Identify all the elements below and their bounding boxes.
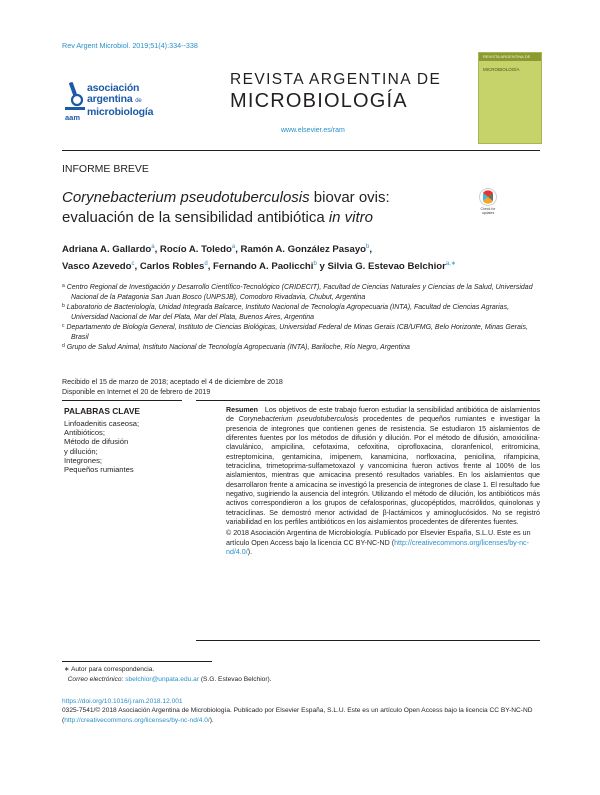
affiliation-item — [62, 302, 540, 322]
society-line3: microbiología — [87, 106, 154, 118]
author-affil-sup: a — [151, 244, 155, 250]
affiliation-text: Departamento de Biología General, Instituto de Ciencias Biológicas, Universidad Federal de Minas Gerais ICB/UFMG, Belo Horizonte, Minas Gerais, Brasil — [66, 324, 528, 341]
license-text: © 2018 Asociación Argentina de Microbiología. Publicado por Elsevier España, S.L.U. Este es un artículo Open Access bajo la licencia CC BY-NC-ND ( — [226, 529, 531, 547]
affiliation-item — [62, 282, 540, 302]
title-line2: evaluación de la sensibilidad antibiótica — [62, 209, 329, 226]
author-separator: , — [154, 244, 160, 255]
license-close: ). — [247, 548, 253, 557]
article-dates — [62, 378, 283, 397]
abstract-part1: Los objetivos de este trabajo fueron estudiar la sensibilidad antibiótica de aislamientos de — [226, 406, 540, 424]
author-name: Rocío A. Toledo — [159, 244, 232, 255]
affiliation-sup: c — [62, 323, 65, 329]
author-separator: , — [134, 261, 140, 272]
abstract-box — [196, 400, 540, 558]
society-de: de — [135, 98, 142, 104]
received-date: Recibido el 15 de marzo de 2018; aceptado el 4 de diciembre de 2018 — [62, 378, 283, 386]
abstract-part2: procedentes de pequeños rumiantes e investigar la presencia de integrones que contienen genes de resistencia. Se estudiaron 15 aislamientos de diferentes fuentes por los métodos de difusión y dilución. Por el método de difusión, amoxicilina-clavulánico, ampicilina, cefotaxima, cefoxitina, ciprofloxacina, cloranfenicol, eritromicina, estreptomicina, gentamicina, imipenem, kanamicina, norfloxacina, penicilina, rifampicina, tetraciclina, trimetoprima-sulfametoxazol y vancomicina fueron activos frente al 100% de los aislamientos, mientras que amicacina presentó resultados variables. En los aislamientos que desarrollaron frente a amicacina se investigó la presencia de integrones de clase 1. El resultado fue negativo, sugiriendo la ausencia del integrón. Utilizando el método de dilución, los antibióticos más activos correspondieron a los grupos de cefalosporinas, glucopéptidos, macrólidos, quinolonas y tetraciclinas. Se demostró menor actividad de β-lactámicos y aminoglucósidos. No se registró variabilidad en los perfiles antibióticos en los aislamientos procedentes de diferentes fuentes. — [226, 415, 540, 527]
corresponding-author: ∗ Autor para correspondencia. — [64, 666, 155, 673]
keywords-rule — [62, 400, 182, 401]
author-name: Silvia G. Estevao Belchior — [327, 261, 446, 272]
society-line2: argentina — [87, 93, 133, 105]
crossmark-label: Check for updates — [480, 207, 496, 215]
license-link[interactable]: http://creativecommons.org/licenses/by-nc-nd/4.0/ — [226, 538, 529, 557]
title-invitro: in vitro — [328, 209, 374, 226]
email-name: (S.G. Estevao Belchior). — [199, 675, 272, 683]
author-list — [62, 240, 542, 274]
author-name: Vasco Azevedo — [62, 261, 132, 272]
affiliation-sup: d — [62, 343, 65, 349]
keywords-list — [62, 419, 182, 474]
keyword-item: Método de difusión — [64, 437, 129, 447]
cover-title: REVISTA ARGENTINA DE — [483, 54, 531, 59]
bottom-info — [62, 697, 542, 725]
online-date: Disponible en Internet el 20 de febrero de 2019 — [62, 387, 211, 396]
keyword-item: Integrones; — [64, 455, 102, 465]
author-separator: , — [235, 244, 241, 255]
abstract-text — [196, 406, 540, 527]
author-affil-sup: b — [366, 244, 370, 250]
author-name: Fernando A. Paolicchi — [213, 261, 314, 272]
header-divider — [62, 150, 540, 151]
issn-text: 0325-7541/© 2018 Asociación Argentina de Microbiología. Publicado por Elsevier España, S.L.U. Este es un artículo Open Access bajo la licencia CC BY-NC-ND ( — [62, 707, 533, 724]
issn-line — [62, 706, 542, 725]
author-affil-sup: c — [131, 261, 135, 267]
microscope-icon — [62, 80, 88, 114]
affiliation-text: Grupo de Salud Animal, Instituto Nacional de Tecnología Agropecuaria (INTA), Bariloche, Río Negro, Argentina — [66, 344, 410, 351]
affiliation-text: Centro Regional de Investigación y Desarrollo Científico-Tecnológico (CRIDECIT), Facultad de Ciencias Naturales y Ciencias de la Salud, Universidad Nacional de la Patagonia San Juan Bosco (UNPSJB), Comodoro Rivadavia, Chubut, Argentina — [66, 284, 533, 301]
citation-ref: 2019;51(4):334--338 — [132, 41, 198, 50]
keyword-item: y dilución; — [64, 446, 98, 456]
society-abbr: aam — [65, 113, 81, 122]
title-rest: biovar ovis: — [309, 189, 390, 206]
abstract-license — [196, 529, 540, 557]
author-name: Ramón A. González Pasayo — [240, 244, 367, 255]
affiliation-sup: a — [62, 283, 65, 289]
affiliation-text: Laboratorio de Bacteriología, Unidad Integrada Balcarce, Instituto Nacional de Tecnología Agropecuaria (INTA), Facultad de Ciencias Agrarias, Universidad Nacional de Mar del Plata, Mar del Plata, Buenos Aires, Argentina — [66, 304, 510, 321]
email-link[interactable]: sbelchior@unpata.edu.ar — [125, 675, 199, 683]
keyword-item: Linfoadenitis caseosa; — [64, 419, 140, 428]
affiliation-item — [62, 322, 540, 342]
author-affil-sup: a,∗ — [445, 261, 456, 267]
society-logo — [62, 80, 172, 125]
keyword-item: Pequeños rumiantes — [64, 465, 134, 475]
affiliation-item — [62, 342, 540, 353]
author-name: Adriana A. Gallardo — [62, 244, 152, 255]
title-species: Corynebacterium pseudotuberculosis — [62, 189, 310, 206]
abstract-rule — [196, 400, 540, 401]
abstract-bottom-rule — [196, 640, 540, 641]
author-separator: , — [207, 261, 214, 272]
email-label: Correo electrónico: — [67, 675, 126, 683]
journal-cover-image — [478, 52, 542, 144]
journal-title-top: REVISTA ARGENTINA DE — [230, 71, 442, 88]
author-and: y — [316, 261, 328, 272]
keyword-item: Antibióticos; — [64, 428, 105, 438]
journal-url-link[interactable]: www.elsevier.es/ram — [281, 127, 345, 134]
author-name: Carlos Robles — [139, 261, 205, 272]
journal-title-main: MICROBIOLOGÍA — [230, 90, 408, 112]
section-label: INFORME BREVE — [62, 163, 149, 175]
footer-license-link[interactable]: http://creativecommons.org/licenses/by-nc-nd/4.0/ — [64, 716, 210, 724]
society-name — [87, 83, 153, 118]
abstract-label: Resumen — [226, 406, 258, 414]
footnote-rule — [62, 661, 212, 662]
cover-subtitle: MICROBIOLOGÍA — [483, 67, 520, 72]
author-affil-sup: a — [231, 244, 236, 250]
society-line1: asociación — [87, 82, 140, 94]
abstract-species: Corynebacterium pseudotuberculosis — [238, 415, 359, 424]
affiliation-sup: b — [62, 303, 65, 309]
author-affil-sup: b — [313, 261, 317, 267]
keywords-box — [62, 400, 182, 474]
author-affil-sup: d — [204, 261, 208, 267]
affiliations — [62, 282, 540, 353]
keywords-heading: PALABRAS CLAVE — [64, 406, 140, 416]
footnote — [64, 665, 272, 684]
article-title — [62, 188, 462, 228]
crossmark-icon — [475, 187, 501, 207]
footer-license-close: ). — [209, 716, 214, 724]
citation-journal: Rev Argent Microbiol. — [62, 41, 131, 50]
author-separator: , — [369, 244, 373, 255]
crossmark-button[interactable] — [475, 187, 501, 217]
doi-link[interactable]: https://doi.org/10.1016/j.ram.2018.12.001 — [62, 698, 183, 705]
email-line — [64, 675, 272, 685]
citation-line — [62, 41, 198, 50]
cover-strip — [479, 53, 541, 61]
